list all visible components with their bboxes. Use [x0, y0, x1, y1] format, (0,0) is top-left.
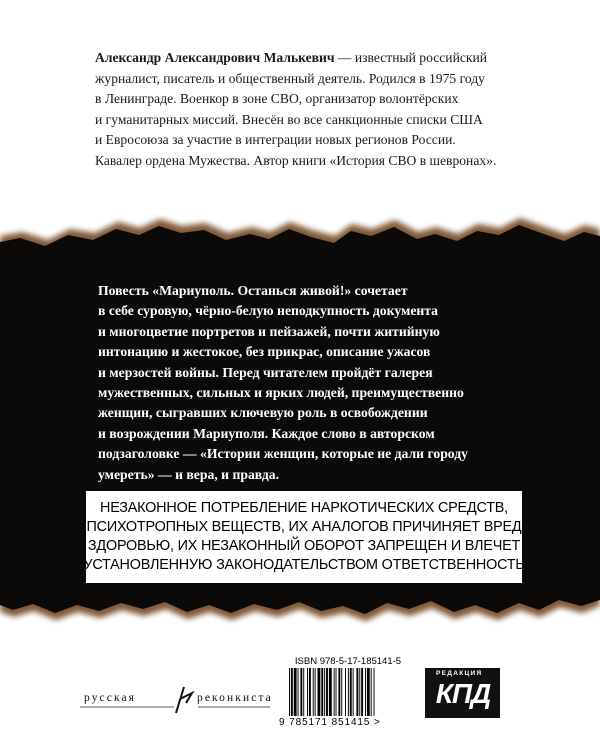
annotation-line: Повесть «Мариуполь. Останься живой!» сочетает [98, 283, 408, 298]
barcode-bar [318, 668, 321, 716]
barcode-bar [309, 668, 311, 716]
annotation-line: интонацию и жестокое, без прикрас, описание ужасов [98, 344, 431, 360]
barcode-bar [348, 668, 349, 716]
barcode-bar [300, 668, 302, 716]
warning-line: УСТАНОВЛЕННУЮ ЗАКОНОДАТЕЛЬСТВОМ ОТВЕТСТВЕННОСТЬ [83, 557, 525, 574]
barcode-bar [365, 668, 366, 716]
bio-line: журналист, писатель и общественный деятель. Родился в 1975 году [95, 70, 485, 86]
barcode-bar [329, 668, 332, 716]
barcode-bar [313, 668, 314, 716]
barcode-bar [326, 668, 328, 716]
book-annotation [98, 281, 528, 485]
barcode-bar [315, 668, 316, 716]
warning-line: НЕЗАКОННОЕ ПОТРЕБЛЕНИЕ НАРКОТИЧЕСКИХ СРЕДСТВ, [100, 499, 508, 516]
imprint-name: КПД [435, 678, 491, 709]
author-name: Александр Александрович Малькевич [95, 50, 335, 65]
barcode-bar [307, 668, 308, 716]
barcode-bar [291, 668, 293, 716]
barcode-bar [367, 668, 370, 716]
bio-line: и гуманитарных миссий. Внесён во все санкционные списки США [95, 111, 483, 127]
annotation-line: и многоцветие портретов и пейзажей, почти житийную [98, 323, 440, 339]
barcode-digits: 9 785171 851415 > [279, 717, 381, 728]
barcode-bar [303, 668, 304, 716]
barcode-bar [359, 668, 360, 716]
barcode-bar [294, 668, 297, 716]
series-name-right: реконкиста [197, 692, 273, 704]
drug-warning-box [83, 491, 525, 583]
annotation-line: в себе суровую, чёрно-белую неподкупность документа [98, 303, 439, 319]
barcode-bar [334, 668, 335, 716]
bio-line: — известный российский [334, 50, 488, 65]
barcode-bar [289, 668, 290, 716]
barcode-bar [338, 668, 340, 716]
barcode-bar [356, 668, 358, 716]
bio-line: в Ленинграде. Военкор в зоне СВО, организатор волонтёрских [95, 91, 459, 106]
barcode-bar [374, 668, 375, 716]
bio-line: Кавалер ордена Мужества. Автор книги «История СВО в шевронах». [95, 152, 497, 168]
isbn-number: ISBN 978-5-17-185141-5 [294, 656, 402, 667]
annotation-line: умереть» — и вера, и правда. [98, 466, 280, 482]
annotation-line: подзаголовке — «Истории женщин, которые не дали городу [98, 446, 469, 462]
barcode-bar [353, 668, 354, 716]
annotation-line: и возрождении Мариуполя. Каждое слово в авторском [98, 425, 435, 441]
annotation-line: женщин, сыгравших ключевую роль в освобождении [98, 405, 428, 421]
barcode-bar [321, 668, 323, 716]
bio-line: и Евросоюза за участие в интеграции новых регионов России. [95, 132, 456, 147]
barcode-bar [298, 668, 299, 716]
barcode-bar [371, 668, 372, 716]
warning-line: ЗДОРОВЬЮ, ИХ НЕЗАКОННЫЙ ОБОРОТ ЗАПРЕЩЕН И ВЛЕЧЕТ [87, 538, 521, 554]
warning-line: ПСИХОТРОПНЫХ ВЕЩЕСТВ, ИХ АНАЛОГОВ ПРИЧИНЯЕТ ВРЕД [86, 518, 522, 535]
imprint-label: РЕДАКЦИЯ [436, 670, 483, 677]
series-name-left: русская [84, 692, 137, 704]
annotation-line: и мерзостей войны. Перед читателем пройдёт галерея [98, 364, 433, 380]
annotation-line: мужественных, сильных и ярких людей, преимущественно [98, 385, 464, 401]
barcode-bar [341, 668, 342, 716]
barcode-bar [345, 668, 346, 716]
isbn-barcode [279, 656, 417, 730]
barcode-bar [350, 668, 352, 716]
barcode-bars [279, 656, 417, 718]
barcode-bar [361, 668, 363, 716]
barcode-bar [324, 668, 325, 716]
barcode-bar [336, 668, 337, 716]
